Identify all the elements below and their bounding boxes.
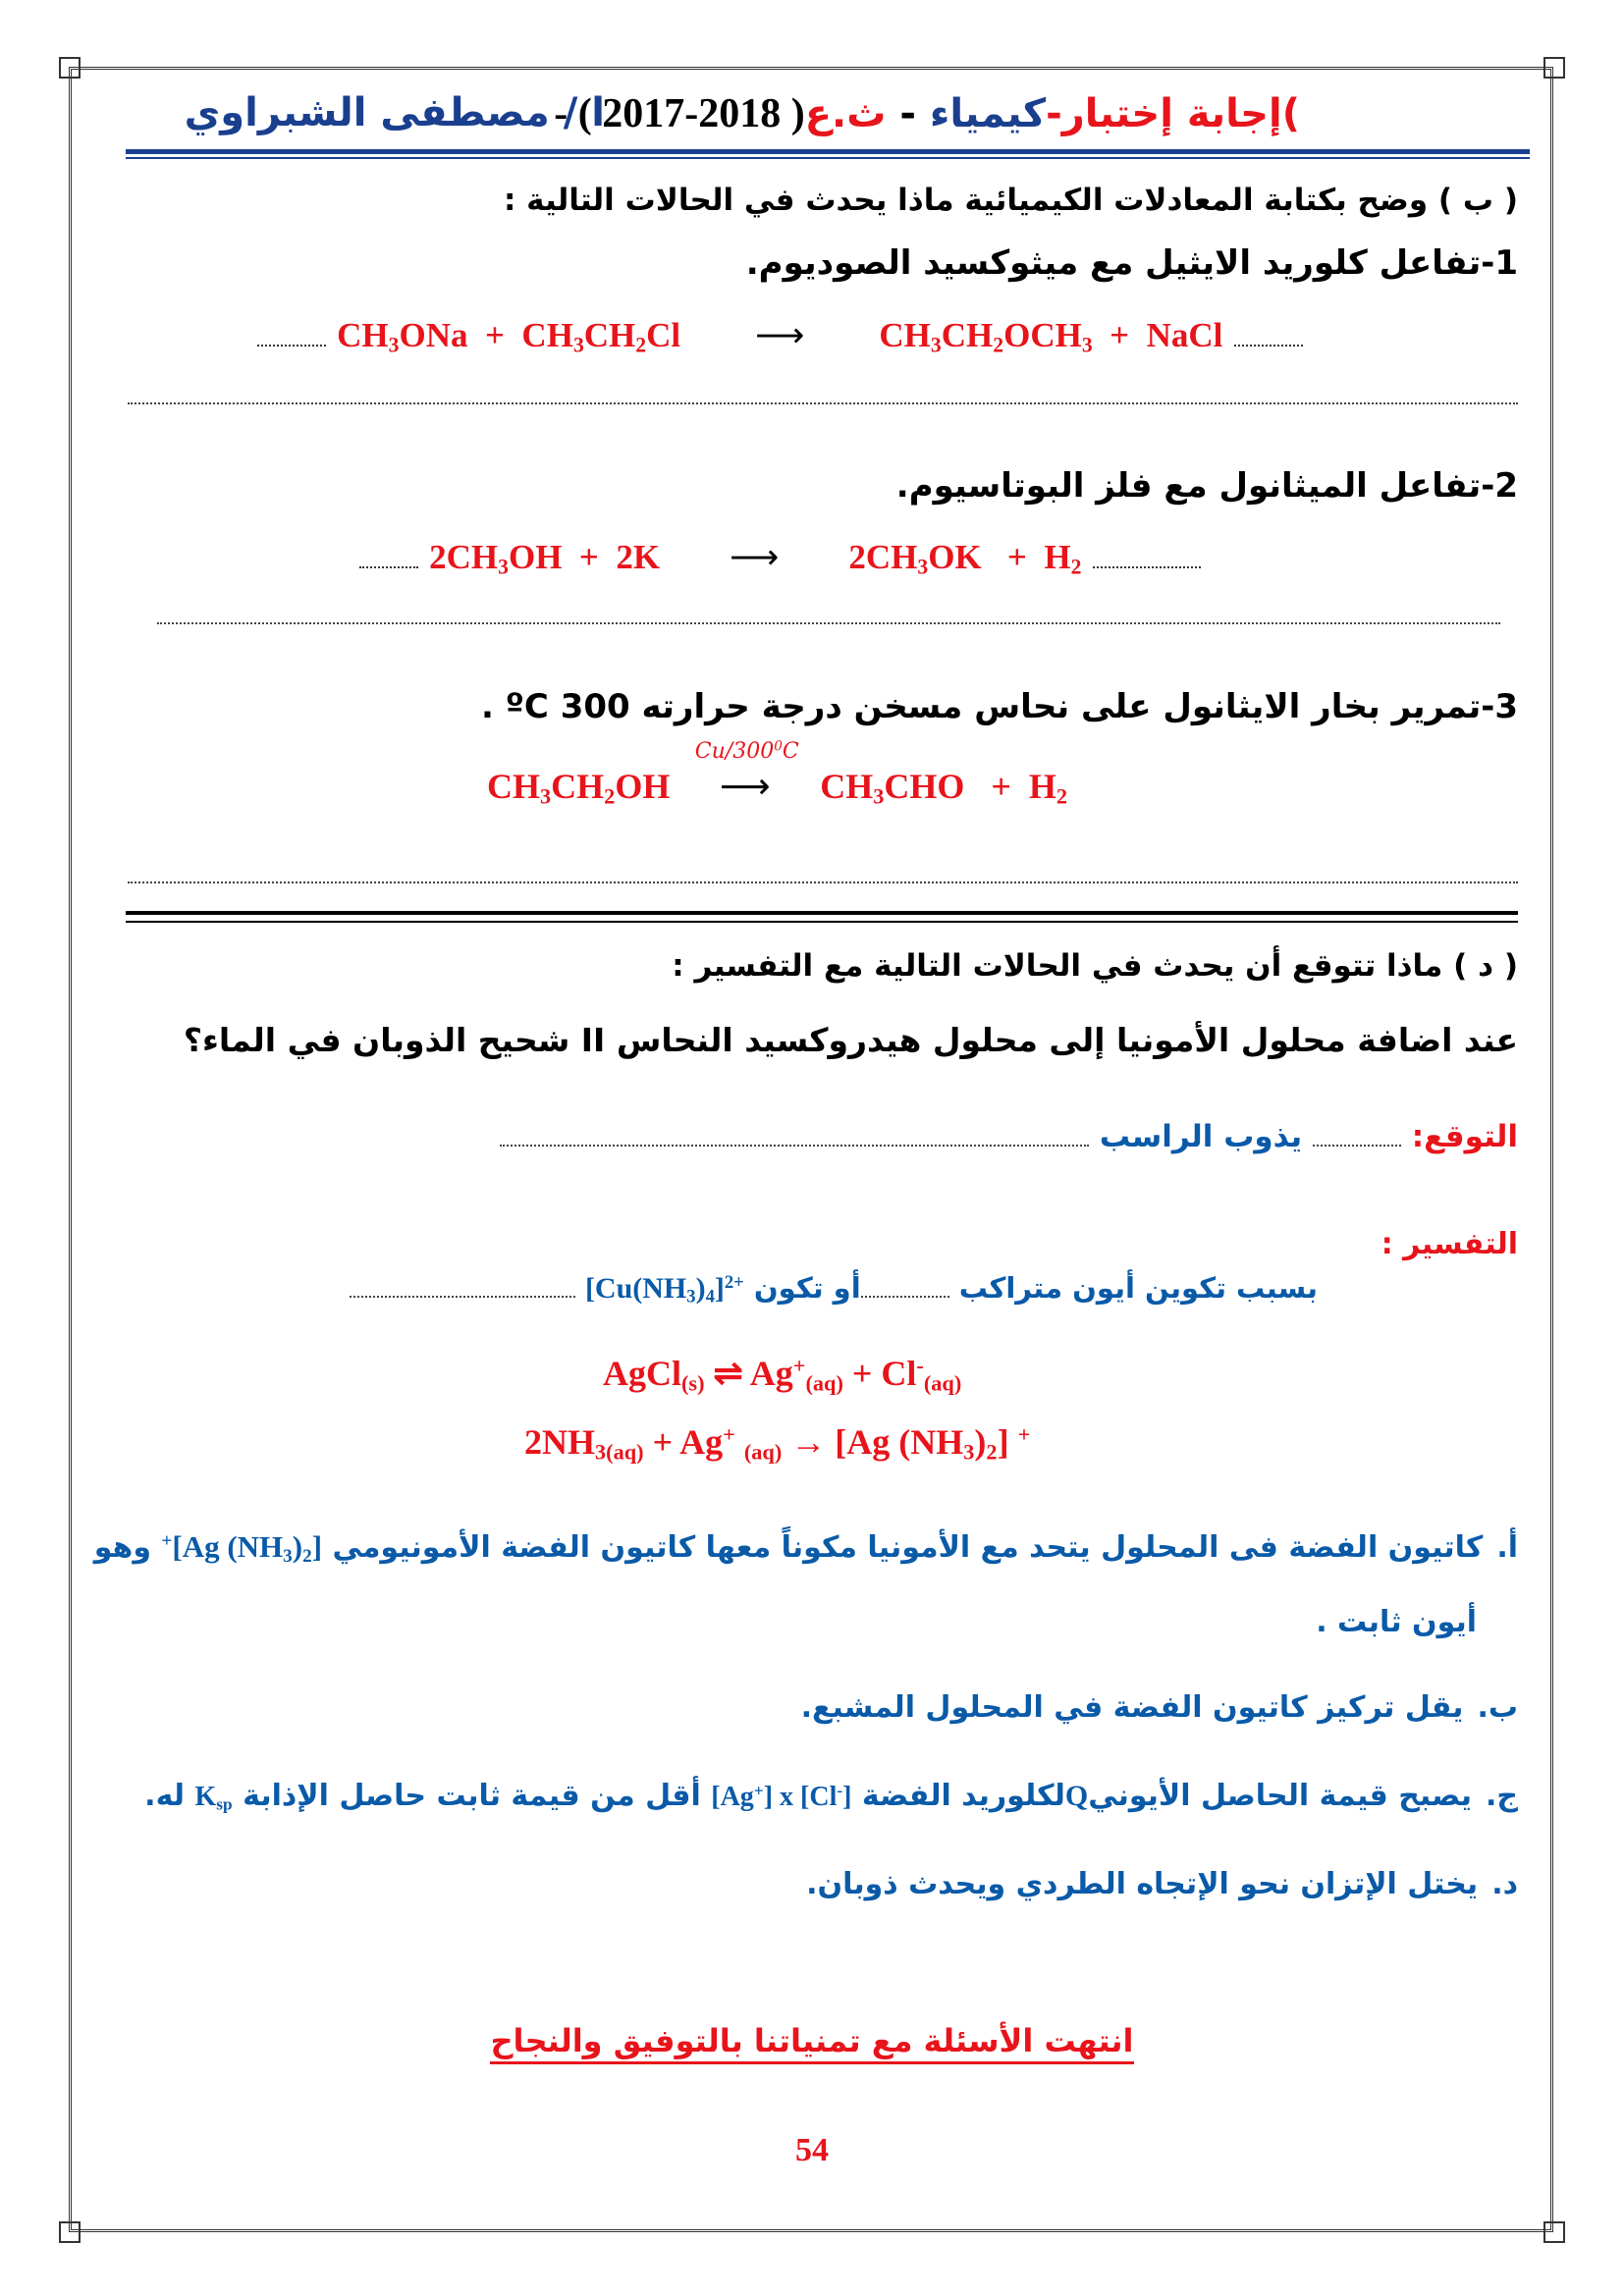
- item-d-text: يختل الإتزان نحو الإتجاه الطردي ويحدث ذوبان.: [806, 1867, 1479, 1901]
- item-c-ksp: $K_{sp}$: [194, 1782, 233, 1814]
- prediction-answer: يذوب الراسب: [1099, 1119, 1303, 1154]
- item-c-label: ج.: [1485, 1779, 1518, 1813]
- closing-message: [0, 2022, 1624, 2059]
- item-a-formula: +[Ag $(NH_3)_2$]: [161, 1529, 323, 1567]
- section-divider: [126, 921, 1518, 923]
- equation-3-rhs: $CH_3CHO + H_2$: [820, 767, 1068, 809]
- equation-1: [257, 316, 1303, 355]
- arrow-icon: ⟶: [755, 316, 805, 355]
- header-rule: [126, 157, 1530, 159]
- section-d-title: ( د ) ماذا تتوقع أن يحدث في الحالات التالية مع التفسير :: [672, 948, 1518, 984]
- catalyst-label: $Cu/300^0C$: [694, 738, 799, 764]
- border-corner: [59, 57, 81, 79]
- question-2: 2-تفاعل الميثانول مع فلز البوتاسيوم.: [895, 466, 1518, 506]
- arrow-icon: $Cu/300^0C$ ⟶: [694, 738, 799, 807]
- header-grade: ث.ع: [804, 91, 887, 136]
- explanation-label: التفسير :: [1380, 1227, 1518, 1261]
- item-a-line2: أيون ثابت .: [1316, 1605, 1477, 1639]
- equation-1-lhs: $CH_3ONa + CH_3CH_2Cl$: [337, 316, 681, 357]
- item-c-text-d: له.: [144, 1779, 186, 1813]
- question-3: 3-تمرير بخار الايثانول على نحاس مسخن درجة حرارته 300 ºC .: [480, 687, 1518, 726]
- item-b-label: ب.: [1477, 1690, 1518, 1725]
- item-c-text-c: أقل من قيمة ثابت حاصل الإذابة: [243, 1779, 701, 1813]
- answer-line: [128, 402, 1518, 404]
- explanation-item-c: [144, 1779, 1518, 1813]
- arrow-icon: ⟶: [730, 538, 780, 577]
- prediction-row: [500, 1119, 1518, 1154]
- header-rule: [126, 149, 1530, 154]
- equation-3-lhs: $CH_3CH_2OH$: [487, 767, 671, 809]
- item-c-text: يصبح قيمة الحاصل الأيوني: [1088, 1779, 1472, 1813]
- header-sep: -: [886, 91, 930, 136]
- border-corner: [1543, 2221, 1565, 2243]
- question-1: 1-تفاعل كلوريد الايثيل مع ميثوكسيد الصوديوم.: [745, 243, 1518, 283]
- explanation-item-d: [806, 1867, 1518, 1901]
- item-c-text-b: لكلوريد الفضة: [861, 1779, 1065, 1813]
- item-c-q: Q: [1064, 1780, 1089, 1812]
- header-years: - ( 2017-2018 ): [543, 91, 805, 136]
- explanation-row: [350, 1271, 1318, 1306]
- equation-2-lhs: $2CH_3OH + 2K$: [429, 538, 661, 579]
- border-corner: [1543, 57, 1565, 79]
- border-corner: [59, 2221, 81, 2243]
- header-paren: ): [1281, 91, 1300, 136]
- explanation-or: أو تكون: [753, 1271, 861, 1305]
- equilibrium-equation: AgCl$_{(s)}$ ⇌ $Ag^+_{(aq)} + Cl^-_{(aq)}$: [603, 1353, 962, 1396]
- section-d-question: عند اضافة محلول الأمونيا إلى محلول هيدروكسيد النحاس II شحيح الذوبان في الماء؟: [183, 1021, 1518, 1059]
- teacher-name: ا / مصطفى الشبراوي: [184, 90, 605, 135]
- explanation-text: بسبب تكوين أيون متراكب: [958, 1271, 1318, 1305]
- answer-line: [128, 881, 1518, 883]
- closing-text: انتهت الأسئلة مع تمنياتنا بالتوفيق والنجاح: [490, 2022, 1133, 2064]
- header-subject: كيمياء: [929, 91, 1047, 136]
- equation-2: [359, 538, 1201, 577]
- item-a-label: أ.: [1496, 1530, 1518, 1565]
- header-title: [544, 90, 1300, 137]
- item-d-label: د.: [1491, 1867, 1518, 1901]
- explanation-item-a: [94, 1529, 1518, 1565]
- item-a-text: كاتيون الفضة فى المحلول يتحد مع الأمونيا مكوناً معها كاتيون الفضة الأمونيومي: [332, 1530, 1484, 1565]
- page-number: 54: [795, 2132, 829, 2168]
- complex-formula: $[Cu(NH_3)_4]^{2+}$: [584, 1271, 744, 1308]
- section-b-title: ( ب ) وضح بكتابة المعادلات الكيميائية ماذا يحدث في الحالات التالية :: [503, 183, 1518, 218]
- item-c-formula: [Ag+] x [Cl-]: [711, 1781, 852, 1812]
- item-a-tail: وهو: [93, 1530, 151, 1565]
- item-b-text: يقل تركيز كاتيون الفضة في المحلول المشبع.: [800, 1690, 1464, 1725]
- complex-equation: $2NH_{3(aq)} + Ag^+$ $_{(aq)}$ → [Ag $(NH_3)_2$] +: [524, 1421, 1031, 1465]
- equation-2-rhs: $2CH_3OK + H_2$: [848, 538, 1082, 579]
- equation-3: [487, 738, 1068, 809]
- equation-1-rhs: $CH_3CH_2OCH_3$ + NaCl: [879, 316, 1223, 357]
- answer-line: [157, 622, 1500, 624]
- section-divider: [126, 911, 1518, 915]
- header-title-prefix: إجابة إختبار-: [1046, 91, 1282, 136]
- explanation-item-b: [801, 1690, 1518, 1725]
- prediction-label: التوقع:: [1411, 1119, 1518, 1154]
